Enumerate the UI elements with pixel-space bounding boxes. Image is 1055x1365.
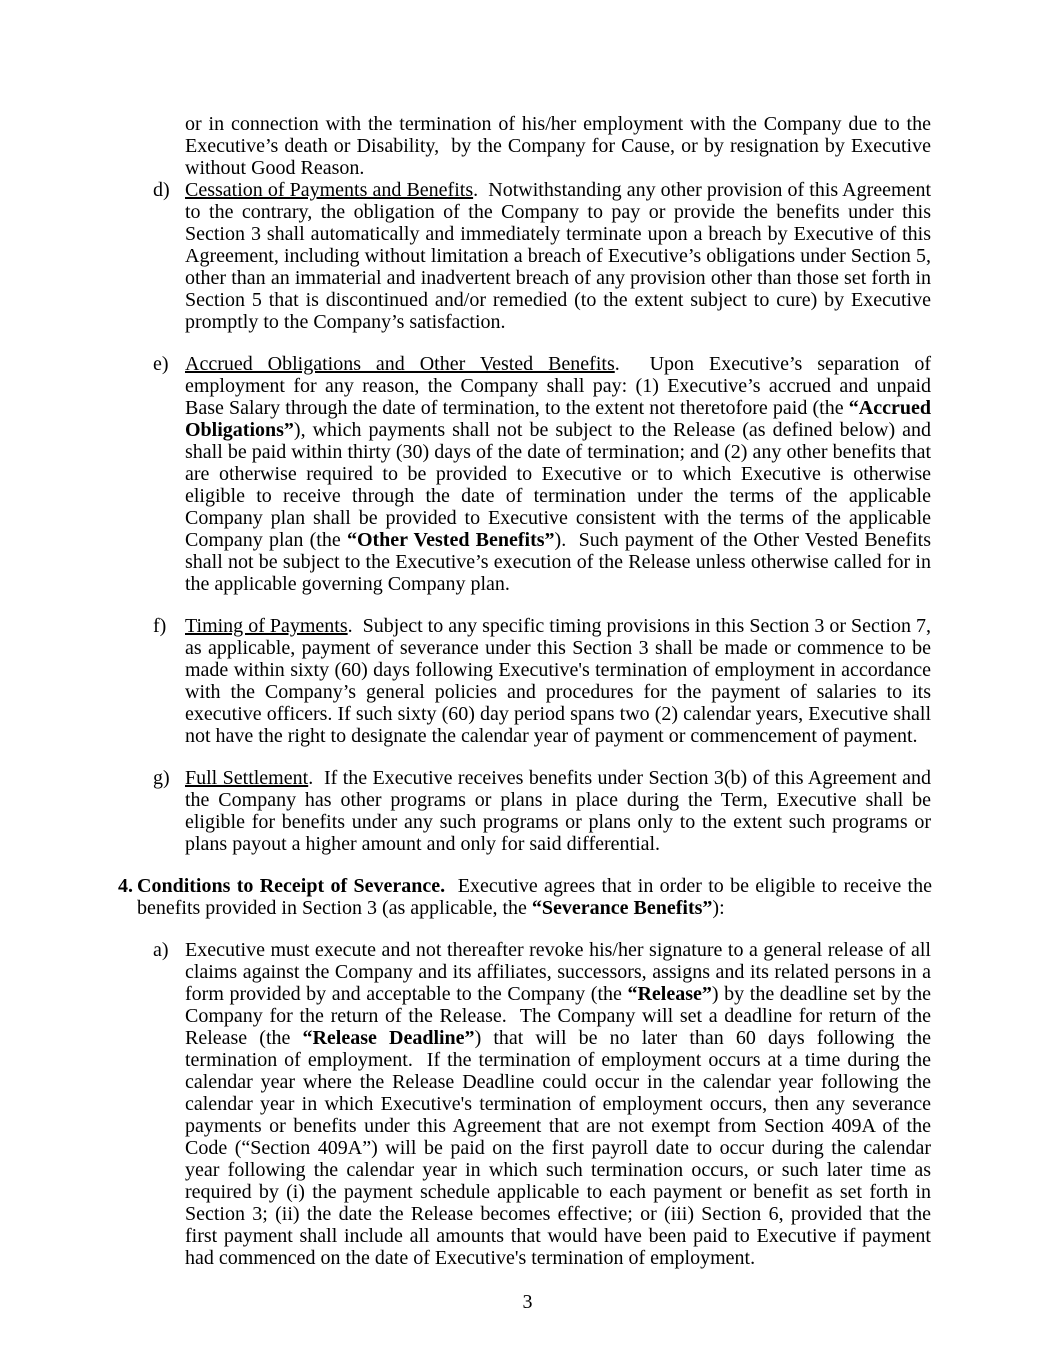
clause-g-letter: g) bbox=[153, 767, 170, 789]
text-run: ) by the deadline set by the Company for the return of the Release. The Company will set a deadline for return of the Release (the bbox=[185, 983, 936, 1049]
clause-a bbox=[153, 939, 941, 1269]
text-run: Executive agrees that in order to be eligible to receive the benefits provided in Section 3 (as applicable, the bbox=[137, 875, 937, 919]
text-run: . Subject to any specific timing provisions in this Section 3 or Section 7, as applicable, payment of severance under this Section 3 shall be made or commence to be made within sixty (60) days following Executive's termination of employment in accordance with the Company’s general policies and procedures for the payment of salaries to its executive officers. If such sixty (60) day period spans two (2) calendar years, Executive shall not have the right to designate the calendar year of payment or commencement of payment. bbox=[185, 615, 936, 747]
text-run: ). Such payment of the Other Vested Benefits shall not be subject to the Executive’s execution of the Release unless otherwise called for in the applicable governing Company plan. bbox=[185, 529, 936, 595]
text-run: “Release” bbox=[627, 983, 712, 1005]
clause-f-text bbox=[185, 615, 936, 747]
text-run: . Upon Executive’s separation of employment for any reason, the Company shall pay: (1) Executive’s accrued and unpaid Base Salary through the date of termination, to the extent not theretofore paid (the bbox=[185, 353, 936, 419]
text-run: ), which payments shall not be subject to the Release (as defined below) and shall be paid within thirty (30) days of the date of termination; and (2) any other benefits that are otherwise required to be provided to Executive or to which Executive is otherwise eligible to receive through the date of termination under the terms of the applicable Company plan shall be provided to Executive consistent with the terms of the applicable Company plan (the bbox=[185, 419, 936, 551]
text-run: or in connection with the termination of his/her employment with the Company due to the Executive’s death or Disability, by the Company for Cause, or by resignation by Executive without Good Reason. bbox=[185, 113, 936, 179]
clause-d-letter: d) bbox=[153, 179, 170, 201]
clause-f bbox=[153, 615, 936, 747]
page-footer bbox=[0, 1291, 1055, 1313]
text-run: Cessation of Payments and Benefits bbox=[185, 179, 474, 201]
clause-d bbox=[153, 179, 936, 333]
page-number: 3 bbox=[522, 1291, 533, 1313]
clause-f-letter: f) bbox=[153, 615, 167, 637]
clause-g bbox=[153, 767, 936, 855]
text-run: ): bbox=[712, 897, 725, 919]
text-run: Conditions to Receipt of Severance. bbox=[137, 875, 446, 897]
clause-e-letter: e) bbox=[153, 353, 169, 375]
clause-d-text bbox=[185, 179, 936, 333]
clause-g-text bbox=[185, 767, 936, 855]
text-run: “Accrued Obligations” bbox=[185, 397, 936, 441]
text-run: Full Settlement bbox=[185, 767, 309, 789]
section-4 bbox=[118, 875, 937, 919]
clause-a-letter: a) bbox=[153, 939, 169, 961]
paragraph-continuation bbox=[185, 113, 936, 179]
text-run: Timing of Payments bbox=[185, 615, 348, 637]
text-run: Executive must execute and not thereafter revoke his/her signature to a general release of all claims against the Company and its affiliates, successors, assigns and its related persons in a form provided by and acceptable to the Company (the bbox=[185, 939, 936, 1005]
section-4-text bbox=[137, 875, 937, 919]
text-run: . If the Executive receives benefits under Section 3(b) of this Agreement and the Company has other programs or plans in place during the Term, Executive shall be eligible for benefits under any such programs or plans only to the extent such programs or plans payout a higher amount and only for said differential. bbox=[185, 767, 936, 855]
text-run: Accrued Obligations and Other Vested Benefits bbox=[185, 353, 615, 375]
text-run: “Other Vested Benefits” bbox=[346, 529, 555, 551]
clause-e-text bbox=[185, 353, 936, 595]
text-run: . Notwithstanding any other provision of this Agreement to the contrary, the obligation of the Company to pay or provide the benefits under this Section 3 shall automatically and immediately terminate upon a breach by Executive of this Agreement, including without limitation a breach of Executive’s obligations under Section 5, other than an immaterial and inadvertent breach of any provision other than those set forth in Section 5 that is discontinued and/or remedied (to the extent subject to cure) by Executive promptly to the Company’s satisfaction. bbox=[185, 179, 936, 333]
clause-e bbox=[153, 353, 936, 595]
section-4-number: 4. bbox=[118, 875, 133, 897]
document-body bbox=[0, 113, 1055, 1289]
text-run: ) that will be no later than 60 days following the termination of employment. If the termination of employment occurs at a time during the calendar year where the Release Deadline could occur in the calendar year following the calendar year in which Executive's termination of employment occurs, then any severance payments or benefits under this Agreement that are not exempt from Section 409A of the Code (“Section 409A”) will be paid on the first payroll date to occur during the calendar year following the calendar year in which such termination occurs, or such later time as required by (i) the payment schedule applicable to each payment or benefit as set forth in Section 3; (ii) the date the Release becomes effective; or (iii) Section 6, provided that the first payment shall include all amounts that would have been paid to Executive if payment had commenced on the date of Executive's termination of employment. bbox=[185, 1027, 941, 1269]
text-run: “Release Deadline” bbox=[302, 1027, 475, 1049]
text-run: “Severance Benefits” bbox=[531, 897, 713, 919]
clause-a-text bbox=[185, 939, 941, 1269]
